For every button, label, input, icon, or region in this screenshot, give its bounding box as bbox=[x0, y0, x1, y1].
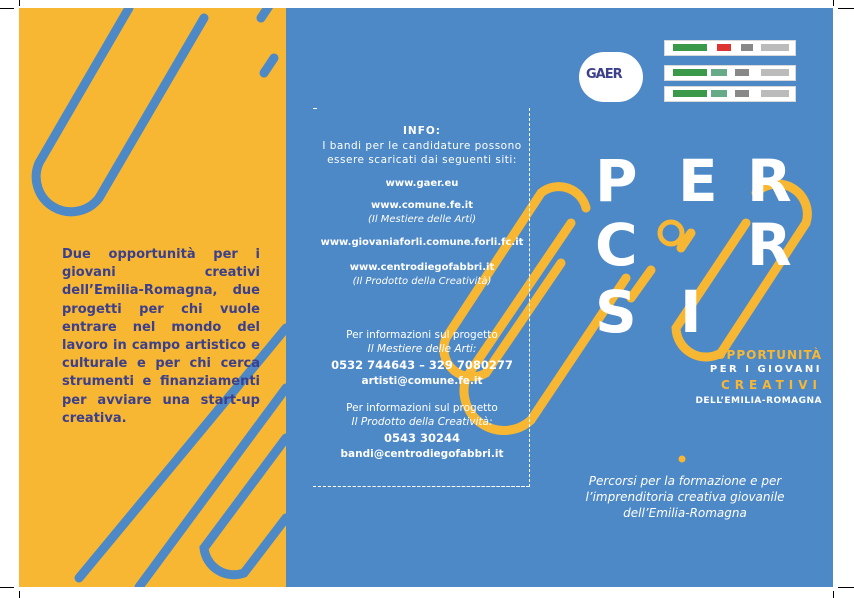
title-sub: PER I GIOVANI bbox=[709, 364, 822, 375]
contact-phone[interactable]: 0532 744643 – 329 7080277 bbox=[331, 358, 513, 372]
info-box-corner bbox=[313, 108, 317, 109]
title-letter: R bbox=[747, 147, 792, 215]
contact-label: Per informazioni sul progetto bbox=[346, 402, 498, 414]
title-letter: R bbox=[747, 211, 792, 279]
crop-mark bbox=[838, 587, 854, 588]
partner-logos bbox=[664, 86, 796, 102]
info-intro: I bandi per le candidature possono bbox=[322, 140, 522, 152]
contact-email[interactable]: artisti@comune.fe.it bbox=[361, 375, 483, 387]
title-letter: P bbox=[595, 147, 638, 215]
info-box-bottom bbox=[313, 486, 529, 487]
info-heading: INFO: bbox=[403, 125, 441, 137]
site-link[interactable]: www.gaer.eu bbox=[385, 178, 459, 189]
subtitle-line: l’imprenditoria creativa giovanile bbox=[585, 490, 785, 504]
title-sub: DELL’EMILIA-ROMAGNA bbox=[695, 396, 822, 406]
partner-logos bbox=[664, 65, 796, 81]
title-letter: E bbox=[678, 147, 718, 215]
crop-mark bbox=[0, 8, 14, 9]
contact-phone[interactable]: 0543 30244 bbox=[383, 431, 461, 445]
crop-mark bbox=[833, 591, 834, 598]
site-note: (Il Mestiere delle Arti) bbox=[367, 214, 477, 225]
crop-mark bbox=[838, 8, 854, 9]
site-link[interactable]: www.centrodiegofabbri.it bbox=[349, 262, 495, 273]
contact-email[interactable]: bandi@centrodiegofabbri.it bbox=[340, 448, 504, 460]
contact-project: Il Mestiere delle Arti: bbox=[367, 343, 477, 355]
crop-mark bbox=[19, 0, 20, 6]
title-sub: CREATIVI bbox=[720, 378, 822, 392]
info-intro: essere scaricati dai seguenti siti: bbox=[327, 154, 517, 166]
title-letter: I bbox=[680, 278, 702, 346]
subtitle bbox=[560, 473, 810, 521]
partner-logos bbox=[664, 40, 796, 56]
title-letter: C bbox=[595, 211, 638, 279]
crop-mark bbox=[0, 587, 14, 588]
contact-project: Il Prodotto della Creatività: bbox=[351, 416, 493, 428]
subtitle-line: dell’Emilia-Romagna bbox=[623, 506, 747, 520]
title-letter: S bbox=[595, 278, 637, 346]
title-sub: OPPORTUNITÀ bbox=[715, 348, 822, 362]
site-link[interactable]: www.giovaniaforli.comune.forli.fc.it bbox=[320, 237, 524, 248]
crop-mark bbox=[833, 0, 834, 6]
subtitle-line: Percorsi per la formazione e per bbox=[588, 474, 782, 488]
title-letter bbox=[672, 216, 721, 274]
contact-label: Per informazioni sul progetto bbox=[346, 329, 498, 341]
crop-mark bbox=[19, 591, 20, 598]
left-intro-text: Due opportunità per i giovani creativi dell’Emilia-Romagna, due progetti per chi vuole entrare nel mondo del lavoro in campo artistico e culturale e per chi cerca strumenti e finanziamenti per avviare una start-up creativa. bbox=[62, 247, 260, 426]
gaer-logo-text: GAER bbox=[586, 67, 622, 82]
site-note: (Il Prodotto della Creatività) bbox=[352, 276, 492, 287]
site-link[interactable]: www.comune.fe.it bbox=[370, 200, 474, 211]
